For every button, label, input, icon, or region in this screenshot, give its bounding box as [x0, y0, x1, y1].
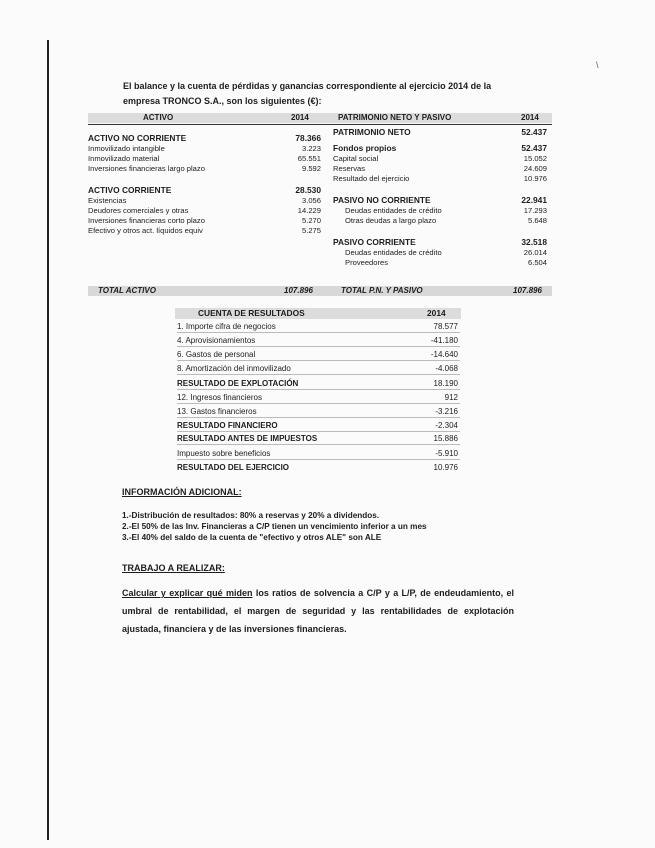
row-label: Existencias	[88, 196, 127, 205]
cuenta-row	[177, 449, 460, 460]
balance-row	[88, 133, 321, 143]
total-activo-label: TOTAL ACTIVO	[98, 286, 156, 295]
row-value: 24.609	[523, 164, 547, 173]
row-value: 22.941	[521, 195, 547, 205]
row-label: Efectivo y otros act. líquidos equiv	[88, 226, 203, 235]
pasivo-year: 2014	[521, 113, 539, 122]
total-pasivo-value: 107.896	[513, 286, 542, 295]
row-value: 14.229	[297, 206, 321, 215]
activo-header: ACTIVO	[143, 113, 174, 122]
cuenta-value: -41.180	[430, 336, 458, 345]
row-value: 26.014	[523, 248, 547, 257]
total-activo-value: 107.896	[284, 286, 313, 295]
balance-row	[88, 144, 321, 153]
info-line-3: 3.-El 40% del saldo de la cuenta de "efectivo y otros ALE" son ALE	[122, 533, 382, 542]
cuenta-value: 78.577	[433, 322, 458, 331]
balance-row	[88, 216, 321, 225]
row-value: 3.223	[301, 144, 321, 153]
trabajo-text: los ratios de solvencia a C/P y a L/P, de endeudamiento, el umbral de rentabilidad, el margen de seguridad y las rentabilidades de explotación ajustada, financiera y de las inversiones financieras.	[122, 588, 514, 634]
row-value: 78.366	[295, 133, 321, 143]
row-label: Resultado del ejercicio	[333, 174, 410, 183]
trabajo-underlined: Calcular y explicar qué miden	[122, 588, 253, 598]
balance-header	[88, 113, 552, 123]
row-label: Deudas entidades de crédito	[345, 248, 442, 257]
row-label: Fondos propios	[333, 143, 397, 153]
cuenta-label: 12. Ingresos financieros	[177, 393, 262, 402]
row-value: 3.056	[301, 196, 321, 205]
balance-row	[333, 216, 547, 225]
row-value: 65.551	[297, 154, 321, 163]
row-label: Reservas	[333, 164, 366, 173]
intro-paragraph	[123, 79, 523, 109]
row-label: PASIVO CORRIENTE	[333, 237, 416, 247]
row-value: 10.976	[523, 174, 547, 183]
cuenta-row	[177, 463, 460, 473]
row-value: 15.052	[523, 154, 547, 163]
cuenta-label: 13. Gastos financieros	[177, 407, 257, 416]
cuenta-value: -2.304	[435, 421, 458, 430]
balance-row	[88, 196, 321, 205]
row-label: Inversiones financieras largo plazo	[88, 164, 205, 173]
row-value: 9.592	[301, 164, 321, 173]
total-pasivo-label: TOTAL P.N. Y PASIVO	[341, 286, 423, 295]
corner-mark: \	[596, 60, 599, 70]
cuenta-row	[177, 350, 460, 361]
cuenta-label: Impuesto sobre beneficios	[177, 449, 271, 458]
cuenta-value: 10.976	[433, 463, 458, 472]
cuenta-value: -14.640	[430, 350, 458, 359]
balance-row	[333, 154, 547, 163]
row-label: PASIVO NO CORRIENTE	[333, 195, 431, 205]
cuenta-value: 15.886	[433, 434, 458, 443]
cuenta-row	[177, 434, 460, 445]
balance-row	[333, 206, 547, 215]
cuenta-title: CUENTA DE RESULTADOS	[198, 308, 305, 318]
info-title: INFORMACIÓN ADICIONAL:	[122, 487, 242, 497]
cuenta-label: 4. Aprovisionamientos	[177, 336, 256, 345]
totals-bar	[88, 286, 552, 296]
cuenta-row	[177, 407, 460, 418]
row-value: 28.530	[295, 185, 321, 195]
cuenta-row	[177, 393, 460, 404]
row-label: Inmovilizado material	[88, 154, 160, 163]
balance-row	[88, 185, 321, 195]
intro-line-1: El balance y la cuenta de pérdidas y ganancias correspondiente al ejercicio 2014 de la	[123, 81, 492, 91]
row-label: Inmovilizado intangible	[88, 144, 165, 153]
row-value: 6.504	[527, 258, 547, 267]
cuenta-label: 8. Amortización del inmovilizado	[177, 364, 291, 373]
page-margin-line	[47, 40, 49, 840]
cuenta-label: RESULTADO DE EXPLOTACIÓN	[177, 379, 299, 388]
cuenta-value: 912	[444, 393, 458, 402]
cuenta-year: 2014	[427, 308, 446, 318]
balance-row	[333, 195, 547, 205]
balance-row	[333, 258, 547, 267]
cuenta-label: 6. Gastos de personal	[177, 350, 256, 359]
balance-row	[333, 127, 547, 137]
balance-row	[333, 237, 547, 247]
header-rule	[88, 124, 552, 125]
row-value: 5.275	[301, 226, 321, 235]
balance-row	[88, 154, 321, 163]
balance-row	[333, 164, 547, 173]
balance-row	[333, 174, 547, 183]
trabajo-title: TRABAJO A REALIZAR:	[122, 563, 225, 573]
balance-row	[333, 143, 547, 153]
row-label: Deudores comerciales y otras	[88, 206, 189, 215]
cuenta-row	[177, 379, 460, 390]
cuenta-value: 18.190	[433, 379, 458, 388]
row-value: 32.518	[521, 237, 547, 247]
activo-year: 2014	[291, 113, 309, 122]
info-line-2: 2.-El 50% de las Inv. Financieras a C/P tienen un vencimiento inferior a un mes	[122, 522, 427, 531]
cuenta-row	[177, 322, 460, 333]
row-label: Proveedores	[345, 258, 389, 267]
trabajo-block	[122, 584, 514, 638]
cuenta-label: RESULTADO ANTES DE IMPUESTOS	[177, 434, 318, 443]
intro-line-2: empresa TRONCO S.A., son los siguientes (€):	[123, 96, 322, 106]
row-label: Inversiones financieras corto plazo	[88, 216, 205, 225]
row-label: Otras deudas a largo plazo	[345, 216, 437, 225]
row-label: Deudas entidades de crédito	[345, 206, 442, 215]
row-value: 52.437	[521, 127, 547, 137]
cuenta-header	[175, 308, 461, 319]
row-value: 5.270	[301, 216, 321, 225]
cuenta-value: -3.216	[435, 407, 458, 416]
row-value: 5.648	[527, 216, 547, 225]
cuenta-row	[177, 336, 460, 347]
balance-row	[333, 248, 547, 257]
info-line-1: 1.-Distribución de resultados: 80% a reservas y 20% a dividendos.	[122, 511, 380, 520]
row-label: PATRIMONIO NETO	[333, 127, 411, 137]
balance-row	[88, 226, 321, 235]
cuenta-label: RESULTADO DEL EJERCICIO	[177, 463, 290, 472]
row-label: ACTIVO NO CORRIENTE	[88, 133, 187, 143]
cuenta-row	[177, 364, 460, 375]
info-block	[122, 510, 542, 543]
row-value: 52.437	[521, 143, 547, 153]
row-label: Capital social	[333, 154, 379, 163]
pasivo-header: PATRIMONIO NETO Y PASIVO	[338, 113, 452, 122]
cuenta-row	[177, 421, 460, 432]
cuenta-label: RESULTADO FINANCIERO	[177, 421, 278, 430]
balance-row	[88, 206, 321, 215]
cuenta-value: -4.068	[435, 364, 458, 373]
row-label: ACTIVO CORRIENTE	[88, 185, 172, 195]
cuenta-value: -5.910	[435, 449, 458, 458]
balance-row	[88, 164, 321, 173]
row-value: 17.293	[523, 206, 547, 215]
cuenta-label: 1. Importe cifra de negocios	[177, 322, 276, 331]
